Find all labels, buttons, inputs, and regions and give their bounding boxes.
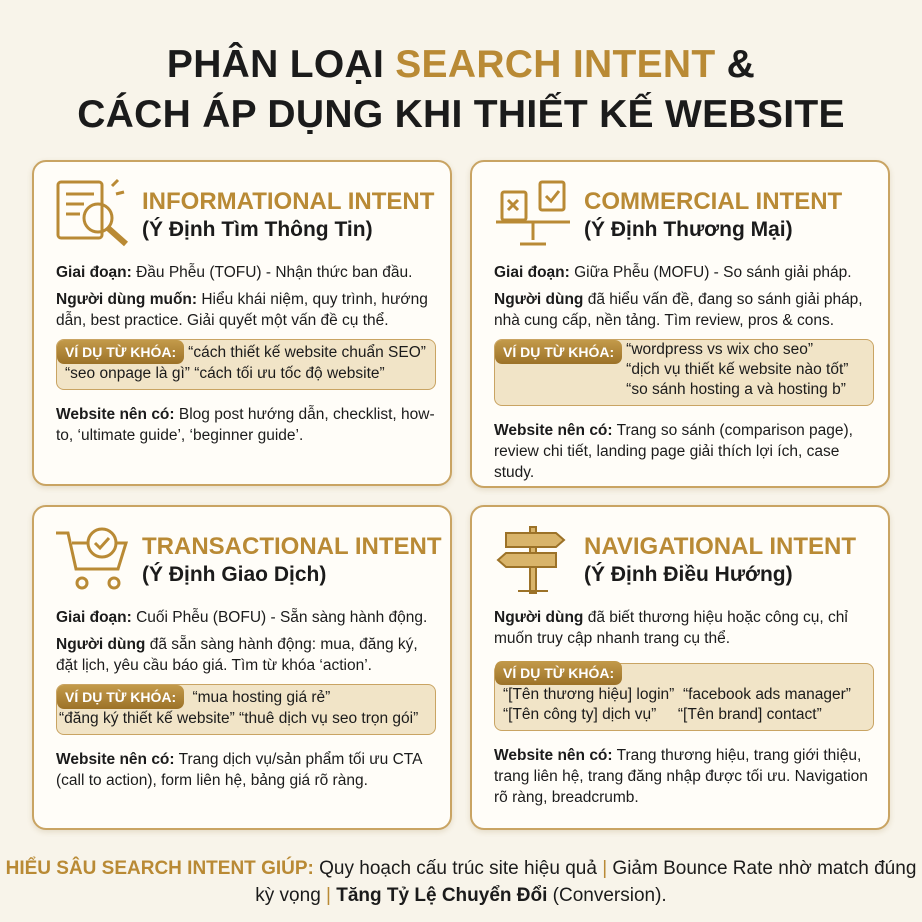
user-text: Người dùng đã hiểu vấn đề, đang so sánh giải pháp, nhà cung cấp, nền tảng. Tìm review, pros & cons. <box>494 291 863 329</box>
keyword-box <box>56 684 436 735</box>
card-commercial <box>470 160 890 488</box>
card-subtitle: (Ý Định Tìm Thông Tin) <box>142 218 373 241</box>
card-transactional <box>32 505 452 830</box>
keyword-tag: VÍ DỤ TỪ KHÓA: <box>57 340 184 364</box>
card-informational <box>32 160 452 486</box>
footer-summary: HIỂU SÂU SEARCH INTENT GIÚP: Quy hoạch cấu trúc site hiệu quả | Giảm Bounce Rate nhờ match đúng kỳ vọng | Tăng Tỷ Lệ Chuyển Đổi (Conversion). <box>5 858 917 906</box>
document-magnifier-icon <box>54 178 136 250</box>
stage-text: Giai đoạn: Đầu Phễu (TOFU) - Nhận thức ban đầu. <box>56 264 413 281</box>
card-title: COMMERCIAL INTENT <box>584 188 843 215</box>
website-text: Website nên có: Blog post hướng dẫn, checklist, how-to, ‘ultimate guide’, ‘beginner guide’. <box>56 406 435 444</box>
signpost-icon <box>492 523 574 595</box>
stage-text: Giai đoạn: Cuối Phễu (BOFU) - Sẵn sàng hành động. <box>56 609 428 626</box>
website-text: Website nên có: Trang thương hiệu, trang giới thiệu, trang liên hệ, trang đăng nhập được tối ưu. Navigation rõ ràng, breadcrumb. <box>494 747 868 806</box>
keyword: “wordpress vs wix cho seo” <box>626 341 814 358</box>
balance-scale-icon <box>492 178 574 250</box>
keyword-box <box>56 339 436 390</box>
card-navigational <box>470 505 890 830</box>
card-title: TRANSACTIONAL INTENT <box>142 533 442 560</box>
card-subtitle: (Ý Định Giao Dịch) <box>142 563 327 586</box>
user-text: Người dùng muốn: Hiểu khái niệm, quy trình, hướng dẫn, best practice. Giải quyết một vấn đề cụ thể. <box>56 291 428 329</box>
keyword: “cách thiết kế website chuẩn SEO” <box>188 344 426 361</box>
keyword-tag: VÍ DỤ TỪ KHÓA: <box>495 661 622 685</box>
keyword: “[Tên công ty] dịch vụ” “[Tên brand] contact” <box>503 706 822 723</box>
keyword: “so sánh hosting a và hosting b” <box>626 381 846 398</box>
keyword-box <box>494 663 874 731</box>
card-title: INFORMATIONAL INTENT <box>142 188 435 215</box>
user-text: Người dùng đã sẵn sàng hành động: mua, đăng ký, đặt lịch, yêu cầu báo giá. Tìm từ khóa ‘action’. <box>56 636 418 674</box>
website-text: Website nên có: Trang so sánh (comparison page), review chi tiết, landing page giải thích lợi ích, case study. <box>494 422 853 481</box>
card-subtitle: (Ý Định Thương Mại) <box>584 218 793 241</box>
keyword-tag: VÍ DỤ TỪ KHÓA: <box>495 340 622 364</box>
shopping-cart-check-icon <box>54 523 136 595</box>
keyword-tag: VÍ DỤ TỪ KHÓA: <box>57 685 184 709</box>
stage-text: Giai đoạn: Giữa Phễu (MOFU) - So sánh giải pháp. <box>494 264 852 281</box>
keyword: “seo onpage là gì” “cách tối ưu tốc độ website” <box>65 365 385 382</box>
page-title: PHÂN LOẠI SEARCH INTENT & CÁCH ÁP DỤNG KHI THIẾT KẾ WEBSITE <box>77 43 845 136</box>
user-text: Người dùng đã biết thương hiệu hoặc công cụ, chỉ muốn truy cập nhanh trang cụ thể. <box>494 609 848 647</box>
keyword: “mua hosting giá rẻ” <box>192 689 331 706</box>
keyword: “dịch vụ thiết kế website nào tốt” <box>626 361 849 378</box>
keyword-box <box>494 339 874 406</box>
keyword: “[Tên thương hiệu] login” “facebook ads manager” <box>503 686 851 703</box>
card-title: NAVIGATIONAL INTENT <box>584 533 856 560</box>
keyword: “đăng ký thiết kế website” “thuê dịch vụ seo trọn gói” <box>59 710 419 727</box>
website-text: Website nên có: Trang dịch vụ/sản phẩm tối ưu CTA (call to action), form liên hệ, bảng giá rõ ràng. <box>56 751 422 789</box>
card-subtitle: (Ý Định Điều Hướng) <box>584 563 793 586</box>
